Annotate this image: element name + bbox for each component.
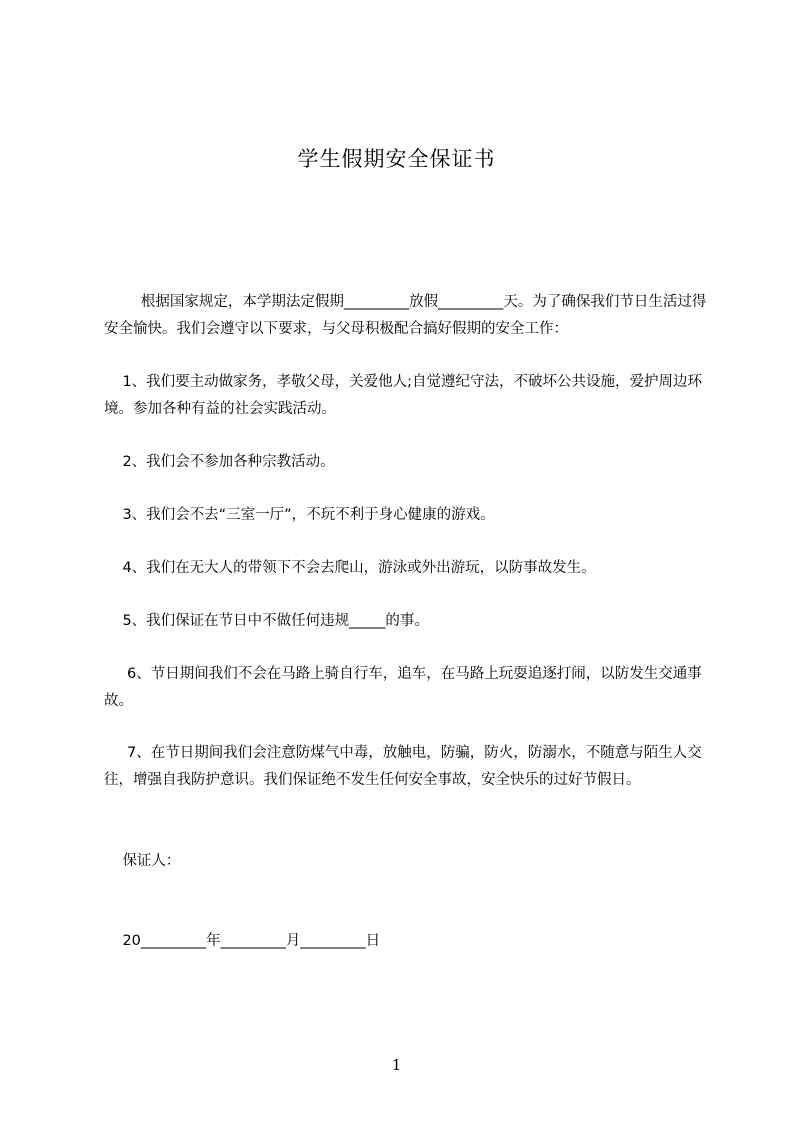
item-7: 7、在节日期间我们会注意防煤气中毒，放触电，防骗，防火，防溺水，不随意与陌生人交往，增强自我防护意识。我们保证绝不发生任何安全事故，安全快乐的过好节假日。 [104,745,702,788]
item-5: 5、我们保证在节日中不做任何违规_____的事。 [104,613,429,629]
item-6: 6、节日期间我们不会在马路上骑自行车，追车，在马路上玩耍追逐打闹，以防发生交通事故。 [104,666,702,709]
item-1: 1、我们要主动做家务，孝敬父母，关爱他人;自觉遵纪守法，不破坏公共设施，爱护周边环境。参加各种有益的社会实践活动。 [104,374,703,417]
date-line: 20_________年_________月_________日 [104,933,381,949]
item-2: 2、我们会不参加各种宗教活动。 [104,454,335,470]
item-3: 3、我们会不去“三室一厅”，不玩不利于身心健康的游戏。 [104,507,495,523]
intro-paragraph: 根据国家规定，本学期法定假期_________放假_________天。为了确保我们节日生活过得安全愉快。我们会遵守以下要求，与父母积极配合搞好假期的安全工作： [104,294,707,337]
guarantor-label: 保证人： [104,853,181,869]
item-4: 4、我们在无大人的带领下不会去爬山，游泳或外出游玩，以防事故发生。 [104,560,596,576]
page-number: 1 [391,1056,402,1074]
document-title: 学生假期安全保证书 [297,147,496,171]
